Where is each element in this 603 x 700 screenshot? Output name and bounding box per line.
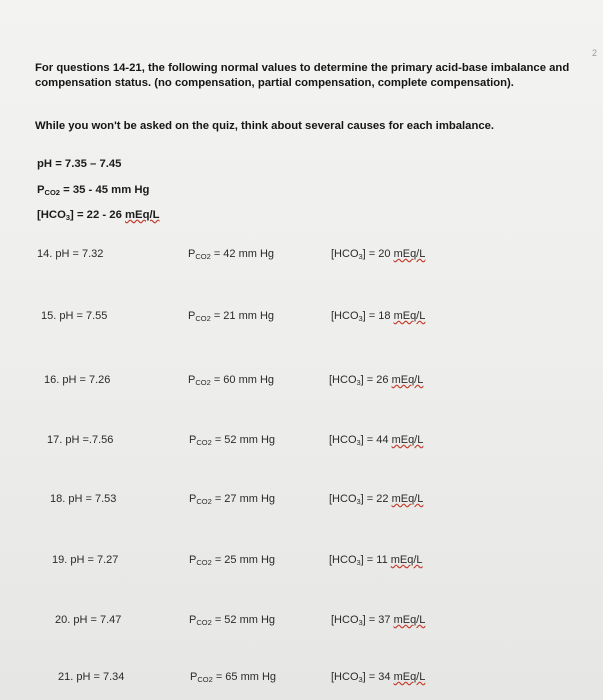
hco3-unit: mEq/L [125, 209, 160, 221]
hco3-prefix: [HCO [331, 671, 359, 683]
pco2-p: P [188, 374, 196, 386]
question-ph: 15. pH = 7.55 [41, 310, 108, 322]
hco3-unit: mEq/L [393, 310, 426, 322]
question-pco2 [189, 614, 275, 627]
pco2-p: P [189, 554, 197, 566]
normal-pco2 [37, 184, 149, 197]
pco2-p: P [188, 310, 196, 322]
hco3-value: ] = 11 [360, 554, 391, 566]
normal-hco3 [37, 209, 160, 222]
pco2-value: = 21 mm Hg [210, 310, 275, 322]
hco3-value: ] = 44 [360, 434, 392, 446]
hco3-unit: mEq/L [390, 554, 423, 566]
question-row [0, 248, 603, 264]
page-number: 2 [591, 48, 597, 58]
question-pco2 [189, 493, 275, 506]
hco3-prefix: [HCO [331, 248, 359, 260]
pco2-subscript: CO2 [197, 675, 213, 684]
hco3-subscript: 3 [356, 558, 361, 567]
hco3-subscript: 3 [356, 438, 361, 447]
pco2-p: P [189, 434, 197, 446]
question-row [0, 310, 603, 326]
pco2-value: = 42 mm Hg [210, 248, 275, 260]
pco2-p: P [190, 671, 198, 683]
hco3-value: ] = 37 [362, 614, 394, 626]
hco3-prefix: [HCO [329, 374, 357, 386]
question-ph: 19. pH = 7.27 [52, 554, 119, 566]
question-pco2 [188, 374, 274, 387]
question-ph: 18. pH = 7.53 [50, 493, 117, 505]
question-row [0, 493, 603, 509]
question-hco3 [329, 374, 423, 387]
hco3-prefix: [HCO [331, 614, 359, 626]
hco3-unit: mEq/L [391, 374, 424, 386]
hco3-subscript: 3 [358, 252, 363, 261]
pco2-value: = 60 mm Hg [210, 374, 275, 386]
pco2-subscript: CO2 [196, 558, 212, 567]
question-hco3 [329, 434, 423, 447]
hco3-value: ] = 26 [360, 374, 392, 386]
hco3-unit: mEq/L [391, 493, 424, 505]
question-hco3 [331, 671, 425, 684]
pco2-value: = 25 mm Hg [211, 554, 276, 566]
pco2-subscript: CO2 [195, 378, 211, 387]
question-ph: 17. pH =.7.56 [47, 434, 114, 446]
pco2-subscript: CO2 [44, 188, 60, 197]
hco3-subscript: 3 [358, 618, 363, 627]
hco3-prefix: [HCO [329, 434, 357, 446]
question-hco3 [331, 248, 425, 261]
normal-ph: pH = 7.35 – 7.45 [37, 158, 122, 170]
question-ph: 21. pH = 7.34 [58, 671, 125, 683]
pco2-p: P [189, 493, 197, 505]
hco3-unit: mEq/L [393, 671, 426, 683]
question-hco3 [331, 614, 425, 627]
pco2-p: P [188, 248, 196, 260]
question-row [0, 374, 603, 390]
hco3-value: ] = 20 [362, 248, 394, 260]
hco3-subscript: 3 [65, 213, 71, 222]
hco3-value: ] = 34 [362, 671, 394, 683]
pco2-value: = 65 mm Hg [212, 671, 277, 683]
pco2-value: = 27 mm Hg [211, 493, 276, 505]
question-row [0, 434, 603, 450]
question-pco2 [189, 434, 275, 447]
question-pco2 [190, 671, 276, 684]
hco3-subscript: 3 [358, 314, 363, 323]
hco3-value: ] = 18 [362, 310, 394, 322]
question-pco2 [188, 248, 274, 261]
question-ph: 14. pH = 7.32 [37, 248, 104, 260]
question-hco3 [329, 554, 423, 567]
heading-line-1: For questions 14-21, the following normal values to determine the primary acid-base imbalance and [35, 62, 570, 74]
hco3-prefix: [HCO [329, 493, 357, 505]
hco3-unit: mEq/L [393, 248, 426, 260]
hco3-subscript: 3 [358, 675, 363, 684]
question-row [0, 671, 603, 687]
question-row [0, 554, 603, 570]
hco3-subscript: 3 [356, 497, 361, 506]
pco2-range: = 35 - 45 mm Hg [59, 184, 150, 196]
instructions-heading [35, 61, 590, 91]
pco2-value: = 52 mm Hg [211, 434, 276, 446]
pco2-subscript: CO2 [195, 314, 211, 323]
hco3-prefix: [HCO [331, 310, 359, 322]
hco3-value: ] = 22 [360, 493, 392, 505]
quiz-note: While you won't be asked on the quiz, think about several causes for each imbalance. [35, 120, 495, 132]
pco2-p: P [37, 184, 45, 196]
pco2-subscript: CO2 [196, 438, 212, 447]
question-hco3 [331, 310, 425, 323]
question-pco2 [189, 554, 275, 567]
question-ph: 20. pH = 7.47 [55, 614, 122, 626]
pco2-subscript: CO2 [196, 618, 212, 627]
question-ph: 16. pH = 7.26 [44, 374, 111, 386]
question-hco3 [329, 493, 423, 506]
hco3-prefix: [HCO [329, 554, 357, 566]
pco2-subscript: CO2 [196, 497, 212, 506]
hco3-unit: mEq/L [391, 434, 424, 446]
heading-line-2: compensation status. (no compensation, partial compensation, complete compensation). [35, 77, 514, 89]
hco3-subscript: 3 [356, 378, 361, 387]
hco3-range: ] = 22 - 26 [70, 209, 125, 221]
hco3-unit: mEq/L [393, 614, 426, 626]
pco2-subscript: CO2 [195, 252, 211, 261]
pco2-value: = 52 mm Hg [211, 614, 276, 626]
question-row [0, 614, 603, 630]
hco3-prefix: [HCO [37, 209, 66, 221]
pco2-p: P [189, 614, 197, 626]
question-pco2 [188, 310, 274, 323]
